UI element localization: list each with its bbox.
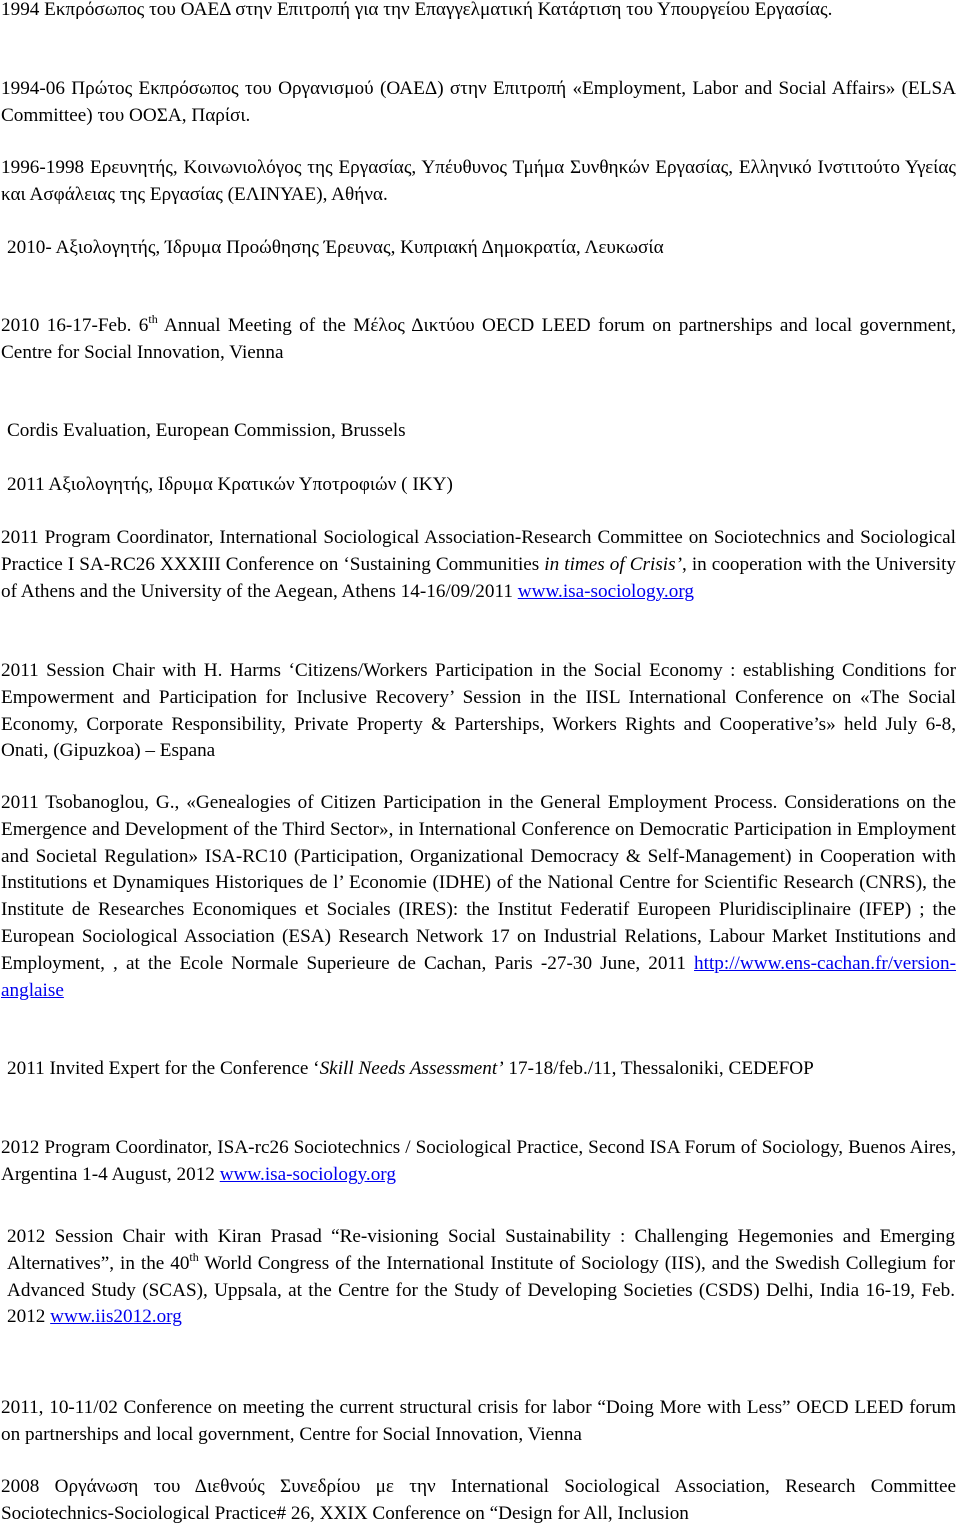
entry-text: 2008 Οργάνωση του Διεθνούς Συνεδρίου με την International Sociological Association, Research Committee Sociotechnics-Sociological Practice# 26, XXIX Conference on “Design for All, Inclusion bbox=[1, 1476, 956, 1524]
entry-text: 2011, 10-11/02 Conference on meeting the current structural crisis for labor “Doing More with Less” OECD LEED forum on partnerships and local government, Centre for Social Innovation, Vienna bbox=[1, 1397, 956, 1445]
entry-text: 2011 Αξιολογητής, Ιδρυμα Κρατικών Υποτροφιών ( ΙΚΥ) bbox=[7, 474, 453, 495]
superscript: th bbox=[148, 312, 158, 326]
iis2012-link[interactable]: www.iis2012.org bbox=[50, 1306, 182, 1328]
entry-1994-06-elsa bbox=[1, 76, 956, 130]
ens-cachan-link[interactable]: http://www.ens-cachan.fr/version-anglaise bbox=[1, 952, 956, 1001]
entry-2011-cedefop bbox=[7, 1056, 955, 1083]
entry-text: , in cooperation with the University of Athens and the University of the Aegean, Athens 14-16/09/2011 bbox=[1, 553, 956, 602]
entry-2012-isa-forum bbox=[1, 1135, 956, 1189]
entry-text: World Congress of the International Institute of Sociology (IIS), and the Swedish Collegium for Advanced Study (SCAS), Uppsala, at the Centre for the Study of Developing Societies (CSDS) Delhi, India 16-19, Feb. 2012 bbox=[7, 1252, 955, 1328]
entry-1996-1998-elinyae bbox=[1, 155, 956, 209]
entry-cordis bbox=[7, 418, 955, 445]
entry-text: 2012 Session Chair with Kiran Prasad “Re-visioning Social Sustainability : Challenging Hegemonies and Emerging Alternatives”, in the 40 bbox=[7, 1226, 955, 1274]
entry-text: 1994 Εκπρόσωπος του ΟΑΕΔ στην Επιτροπή για την Επαγγελματική Κατάρτιση του Υπουργείου Εργασίας. bbox=[1, 0, 833, 20]
entry-2008-conference bbox=[1, 1474, 956, 1528]
entry-2011-oecd-leed bbox=[1, 1395, 956, 1449]
entry-2011-session-chair bbox=[1, 658, 956, 765]
entry-1994-oaed bbox=[1, 0, 956, 24]
entry-text: 1994-06 Πρώτος Εκπρόσωπος του Οργανισμού (ΟΑΕΔ) στην Επιτροπή «Employment, Labor and Social Affairs» (ELSA Committee) του ΟΟΣΑ, Παρίσι. bbox=[1, 78, 956, 126]
entry-text: 17-18/feb./11, Thessaloniki, CEDEFOP bbox=[503, 1058, 814, 1079]
entry-text: Annual Meeting of the Μέλος Δικτύου OECD LEED forum on partnerships and local government, Centre for Social Innovation, Vienna bbox=[1, 315, 956, 363]
entry-2011-tsobanoglou bbox=[1, 790, 956, 1004]
entry-text: Cordis Evaluation, European Commission, Brussels bbox=[7, 420, 406, 441]
entry-text: 2012 Program Coordinator, ISA-rc26 Sociotechnics / Sociological Practice, Second ISA Forum of Sociology, Buenos Aires, Argentina 1-4 August, 2012 bbox=[1, 1137, 956, 1185]
entry-text: 2010 16-17-Feb. 6 bbox=[1, 315, 149, 336]
italic-text: Skill Needs Assessment’ bbox=[319, 1058, 504, 1079]
entry-2012-iis-congress bbox=[7, 1224, 955, 1331]
italic-text: in times of Crisis’ bbox=[544, 553, 682, 575]
entry-text: 2011 Program Coordinator, International Sociological Association-Research Committee on Sociotechnics and Sociological Practice I SA-RC26 XXXIII Conference on ‘Sustaining Communities bbox=[1, 527, 956, 575]
isa-sociology-link[interactable]: www.isa-sociology.org bbox=[517, 580, 694, 602]
entry-text: 2011 Invited Expert for the Conference ‘ bbox=[7, 1058, 320, 1079]
superscript: th bbox=[189, 1249, 199, 1264]
entry-2011-iky bbox=[7, 472, 955, 499]
entry-text: 2010- Αξιολογητής, Ίδρυμα Προώθησης Έρευνας, Κυπριακή Δημοκρατία, Λευκωσία bbox=[7, 237, 664, 258]
entry-2011-isa-rc26 bbox=[1, 525, 956, 605]
entry-text: 1996-1998 Ερευνητής, Κοινωνιολόγος της Εργασίας, Υπέυθυνος Τμήμα Συνθηκών Εργασίας, Ελληνικό Ινστιτούτο Υγείας και Ασφάλειας της Εργασίας (ΕΛΙΝΥΑΕ), Αθήνα. bbox=[1, 157, 956, 205]
entry-2010-cyprus bbox=[7, 235, 955, 262]
isa-sociology-link[interactable]: www.isa-sociology.org bbox=[219, 1163, 396, 1185]
entry-text: 2011 Session Chair with H. Harms ‘Citizens/Workers Participation in the Social Economy : establishing Conditions for Empowerment and Participation for Inclusive Recovery’ Session in the IISL International Conference on «The Social Economy, Corporate Responsibility, Private Property & Parterships, Workers Rights and Cooperative’s» held July 6-8, Onati, (Gipuzkoa) – Espana bbox=[1, 660, 956, 762]
entry-text: 2011 Tsobanoglou, G., «Genealogies of Citizen Participation in the General Employment Process. Considerations on the Emergence and Development of the Third Sector», in International Conference on Democratic Participation in Employment and Societal Regulation» ISA-RC10 (Participation, Organizational Democracy & Self-Management) in Cooperation with Institutions et Dynamiques Historiques de l’ Economie (IDHE) of the National Centre for Scientific Research (CNRS), the Institute de Researches Economiques et Sociales (IRES): the Institut Federatif Europeen Pluridisciplinaire (IFEP) ; the European Sociological Association (ESA) Research Network 17 on Industrial Relations, Labour Market Institutions and Employment, , at the Ecole Normale Superieure de Cachan, Paris -27-30 June, 2011 bbox=[1, 792, 956, 974]
entry-2010-oecd-vienna bbox=[1, 313, 956, 367]
